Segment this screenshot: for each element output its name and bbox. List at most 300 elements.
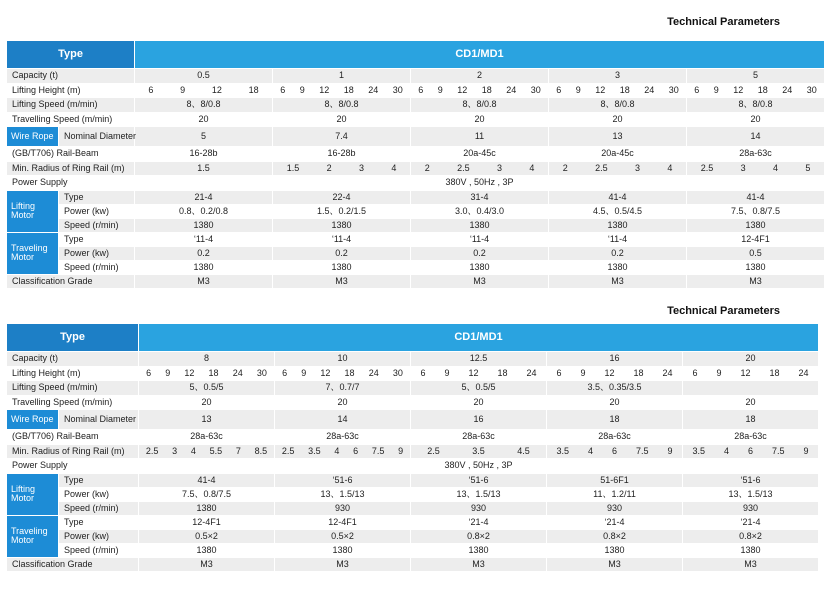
value-cell: 21-4: [135, 190, 273, 204]
value-item: 2: [424, 162, 430, 173]
value-item: 30: [392, 367, 403, 378]
value-cell: [135, 161, 273, 176]
value-item: 9: [803, 445, 809, 456]
value-cell: [683, 366, 819, 381]
motor-row: [7, 473, 819, 487]
value-cell: 1380: [411, 260, 549, 274]
value-item: 6: [556, 367, 562, 378]
value-cell: [411, 444, 547, 459]
value-cell: 14: [275, 410, 411, 430]
value-item: 18: [633, 367, 644, 378]
value-cell: [135, 83, 273, 98]
motor-row: [7, 543, 819, 557]
value-item: 9: [667, 445, 673, 456]
value-item: 18: [344, 367, 355, 378]
value-group: [135, 86, 272, 95]
value-item: 9: [301, 367, 307, 378]
value-cell: 16-28b: [135, 147, 273, 162]
value-item: 12: [733, 84, 744, 95]
value-cell: 7.5、0.8/7.5: [139, 487, 275, 501]
ring-radius-row: [7, 161, 825, 176]
table1-title: Technical Parameters: [667, 16, 780, 28]
value-item: 24: [798, 367, 809, 378]
value-item: 7.5: [371, 445, 385, 456]
value-cell: [687, 83, 825, 98]
value-cell: 1380: [139, 543, 275, 557]
value-cell: 1: [273, 69, 411, 84]
row-label: Type: [59, 515, 139, 529]
spec-row: [7, 274, 825, 289]
spec-row: [7, 147, 825, 162]
value-item: 30: [530, 84, 541, 95]
spec-row: [7, 557, 819, 572]
value-group: [687, 86, 824, 95]
row-label: Speed (r/min): [59, 543, 139, 557]
value-cell: 20: [683, 395, 819, 410]
row-label: Power (kw): [59, 246, 135, 260]
row-label: Speed (r/min): [59, 260, 135, 274]
value-item: 3: [740, 162, 746, 173]
value-item: 24: [232, 367, 243, 378]
value-cell: 1380: [411, 543, 547, 557]
value-item: 24: [506, 84, 517, 95]
value-cell: 930: [275, 501, 411, 515]
value-cell: M3: [135, 274, 273, 289]
type-header: Type: [7, 41, 135, 69]
value-cell: 8、8/0.8: [273, 98, 411, 113]
motor-row: [7, 260, 825, 274]
value-cell: 8、8/0.8: [411, 98, 549, 113]
value-item: 1.5: [286, 162, 300, 173]
value-item: 18: [208, 367, 219, 378]
row-label: Speed (r/min): [59, 501, 139, 515]
value-cell: 13、1.5/13: [411, 487, 547, 501]
value-item: 9: [716, 367, 722, 378]
value-cell: 20a-45c: [411, 147, 549, 162]
value-cell: 16-28b: [273, 147, 411, 162]
wire-rope-row: [7, 127, 825, 147]
value-cell: 20: [683, 352, 819, 367]
value-cell: 51-6F1: [547, 473, 683, 487]
value-item: 9: [398, 445, 404, 456]
value-cell: 28a-63c: [683, 430, 819, 445]
value-item: 24: [644, 84, 655, 95]
value-cell: 1380: [547, 543, 683, 557]
value-cell: ‘51-6: [275, 473, 411, 487]
value-cell: M3: [411, 274, 549, 289]
value-item: 3.5: [472, 445, 485, 456]
value-cell: 0.8×2: [683, 529, 819, 543]
value-item: 8.5: [254, 445, 268, 456]
value-cell: 20: [135, 112, 273, 127]
value-cell: 12-4F1: [275, 515, 411, 529]
value-cell: 5: [135, 127, 273, 147]
value-cell: 1380: [135, 260, 273, 274]
row-label: Nominal Diameter: [59, 410, 139, 430]
value-cell: 5、0.5/5: [411, 381, 547, 396]
value-item: 12: [320, 367, 331, 378]
value-cell: 7.4: [273, 127, 411, 147]
value-item: 12: [457, 84, 468, 95]
value-group: [275, 369, 410, 378]
value-group: [549, 86, 686, 95]
value-cell: 13: [549, 127, 687, 147]
row-label: Lifting Height (m): [7, 83, 135, 98]
value-item: 5: [805, 162, 811, 173]
value-cell: 18: [547, 410, 683, 430]
motor-row: [7, 190, 825, 204]
value-item: 6: [353, 445, 359, 456]
value-cell: 41-4: [549, 190, 687, 204]
value-cell: [139, 444, 275, 459]
value-group: [547, 447, 682, 456]
value-cell: [273, 83, 411, 98]
value-item: 30: [668, 84, 679, 95]
value-cell: 4.5、0.5/4.5: [549, 204, 687, 218]
value-cell: 14: [687, 127, 825, 147]
lifting-height-row: [7, 83, 825, 98]
value-item: 2: [326, 162, 332, 173]
value-cell: 3.0、0.4/3.0: [411, 204, 549, 218]
value-item: 9: [580, 367, 586, 378]
value-item: 6: [694, 84, 700, 95]
value-item: 5.5: [209, 445, 223, 456]
motor-row: [7, 529, 819, 543]
value-item: 3.5: [692, 445, 706, 456]
value-item: 9: [444, 367, 450, 378]
value-cell: 0.8×2: [547, 529, 683, 543]
value-group: [275, 447, 410, 456]
value-cell: 1380: [687, 260, 825, 274]
value-cell: 3: [549, 69, 687, 84]
row-label: Min. Radius of Ring Rail (m): [7, 161, 135, 176]
value-group: [683, 447, 818, 456]
table2-title: Technical Parameters: [667, 305, 780, 317]
wire-rope-group: Wire Rope: [7, 410, 59, 430]
row-label: Capacity (t): [7, 69, 135, 84]
value-cell: ‘11-4: [135, 232, 273, 246]
value-item: 3: [358, 162, 364, 173]
span-value: 380V , 50Hz , 3P: [135, 176, 825, 191]
value-item: 4.5: [517, 445, 530, 456]
value-item: 3.5: [556, 445, 570, 456]
value-cell: 11: [411, 127, 549, 147]
value-group: [683, 369, 818, 378]
value-cell: 20a-45c: [549, 147, 687, 162]
value-item: 1.5: [197, 162, 210, 173]
value-cell: M3: [411, 557, 547, 572]
value-item: 24: [662, 367, 673, 378]
value-item: 6: [148, 84, 154, 95]
value-cell: M3: [273, 274, 411, 289]
value-item: 2.5: [457, 162, 470, 173]
value-cell: ‘21-4: [683, 515, 819, 529]
value-cell: M3: [547, 557, 683, 572]
value-group: [411, 86, 548, 95]
table2: [6, 323, 819, 572]
value-item: 3: [496, 162, 502, 173]
value-cell: M3: [139, 557, 275, 572]
value-cell: 930: [411, 501, 547, 515]
value-item: 30: [256, 367, 267, 378]
value-item: 7.5: [772, 445, 785, 456]
value-item: 24: [368, 367, 379, 378]
row-label: (GB/T706) Rail-Beam: [7, 430, 139, 445]
value-cell: [275, 444, 411, 459]
value-cell: 7.5、0.8/7.5: [687, 204, 825, 218]
value-item: 4: [334, 445, 340, 456]
model-header: CD1/MD1: [135, 41, 825, 69]
value-item: 2.5: [427, 445, 440, 456]
value-cell: 0.2: [273, 246, 411, 260]
value-cell: 16: [547, 352, 683, 367]
value-item: 9: [299, 84, 305, 95]
value-cell: 0.5×2: [275, 529, 411, 543]
value-item: 30: [806, 84, 817, 95]
value-cell: 20: [547, 395, 683, 410]
value-group: [547, 369, 682, 378]
value-item: 24: [368, 84, 379, 95]
row-label: Lifting Speed (m/min): [7, 98, 135, 113]
value-cell: 1380: [139, 501, 275, 515]
row-label: Lifting Height (m): [7, 366, 139, 381]
row-label: Power Supply: [7, 176, 135, 191]
value-item: 4: [588, 445, 594, 456]
value-cell: 930: [547, 501, 683, 515]
value-cell: 28a-63c: [687, 147, 825, 162]
value-cell: 13、1.5/13: [683, 487, 819, 501]
value-cell: 0.2: [411, 246, 549, 260]
value-item: 6: [556, 84, 562, 95]
value-group: [135, 164, 272, 173]
value-cell: 1380: [549, 260, 687, 274]
value-cell: 28a-63c: [139, 430, 275, 445]
type-header: Type: [7, 324, 139, 352]
row-label: Travelling Speed (m/min): [7, 112, 135, 127]
motor-row: [7, 501, 819, 515]
value-cell: 22-4: [273, 190, 411, 204]
value-cell: 12-4F1: [139, 515, 275, 529]
traveling-motor-group: Traveling Motor: [7, 232, 59, 274]
value-cell: 16: [411, 410, 547, 430]
value-cell: 3.5、0.35/3.5: [547, 381, 683, 396]
value-cell: 8、8/0.8: [135, 98, 273, 113]
value-item: 12: [595, 84, 606, 95]
value-cell: 1380: [273, 260, 411, 274]
value-item: 6: [420, 367, 426, 378]
lifting-height-row: [7, 366, 819, 381]
value-item: 24: [782, 84, 793, 95]
value-item: 24: [526, 367, 537, 378]
value-group: [139, 447, 274, 456]
row-label: Power (kw): [59, 529, 139, 543]
value-item: 9: [165, 367, 171, 378]
value-cell: [687, 161, 825, 176]
motor-row: [7, 232, 825, 246]
value-cell: 12-4F1: [687, 232, 825, 246]
value-item: 7.5: [636, 445, 649, 456]
value-item: 12: [184, 367, 195, 378]
value-cell: 11、1.2/11: [547, 487, 683, 501]
spec-row: [7, 98, 825, 113]
spec-row: [7, 459, 819, 474]
value-cell: 7、0.7/7: [275, 381, 411, 396]
value-cell: 20: [687, 112, 825, 127]
value-item: 9: [713, 84, 719, 95]
value-cell: 1380: [135, 218, 273, 232]
value-cell: ‘51-6: [411, 473, 547, 487]
value-cell: 28a-63c: [547, 430, 683, 445]
traveling-motor-group: Traveling Motor: [7, 515, 59, 557]
value-item: 12: [468, 367, 479, 378]
value-group: [411, 369, 546, 378]
value-cell: 28a-63c: [411, 430, 547, 445]
row-label: Type: [59, 473, 139, 487]
motor-row: [7, 218, 825, 232]
spec-row: [7, 176, 825, 191]
value-cell: M3: [549, 274, 687, 289]
value-item: 2.5: [595, 162, 608, 173]
value-cell: 930: [683, 501, 819, 515]
value-group: [273, 86, 410, 95]
value-cell: 41-4: [139, 473, 275, 487]
value-cell: [411, 366, 547, 381]
lifting-motor-group: Lifting Motor: [7, 473, 59, 515]
value-cell: 0.5×2: [139, 529, 275, 543]
row-label: Min. Radius of Ring Rail (m): [7, 444, 139, 459]
value-item: 2.5: [281, 445, 295, 456]
value-cell: 41-4: [687, 190, 825, 204]
value-cell: 1380: [687, 218, 825, 232]
value-cell: [549, 83, 687, 98]
value-cell: 0.5: [135, 69, 273, 84]
value-cell: 1380: [683, 543, 819, 557]
value-item: 18: [497, 367, 508, 378]
value-cell: 8、8/0.8: [687, 98, 825, 113]
value-group: [139, 369, 274, 378]
value-cell: [275, 366, 411, 381]
value-item: 12: [740, 367, 751, 378]
spec-row: [7, 381, 819, 396]
span-value: 380V , 50Hz , 3P: [139, 459, 819, 474]
wire-rope-row: [7, 410, 819, 430]
value-item: 2.5: [700, 162, 714, 173]
value-item: 9: [437, 84, 443, 95]
value-cell: [547, 366, 683, 381]
value-cell: ‘11-4: [411, 232, 549, 246]
value-cell: ‘11-4: [549, 232, 687, 246]
value-cell: 12.5: [411, 352, 547, 367]
value-cell: 0.8×2: [411, 529, 547, 543]
value-item: 4: [391, 162, 397, 173]
value-item: 6: [612, 445, 618, 456]
motor-row: [7, 487, 819, 501]
row-label: (GB/T706) Rail-Beam: [7, 147, 135, 162]
value-group: [273, 164, 410, 173]
value-cell: 0.8、0.2/0.8: [135, 204, 273, 218]
row-label: Travelling Speed (m/min): [7, 395, 139, 410]
value-item: 3.5: [308, 445, 321, 456]
value-cell: 20: [411, 395, 547, 410]
row-label: Classification Grade: [7, 274, 135, 289]
value-item: 12: [604, 367, 615, 378]
value-item: 30: [392, 84, 403, 95]
value-cell: M3: [687, 274, 825, 289]
value-item: 3: [172, 445, 178, 456]
value-cell: 0.2: [549, 246, 687, 260]
spec-row: [7, 112, 825, 127]
value-cell: 18: [683, 410, 819, 430]
wire-rope-group: Wire Rope: [7, 127, 59, 147]
value-cell: 20: [139, 395, 275, 410]
value-cell: ‘11-4: [273, 232, 411, 246]
value-cell: [547, 444, 683, 459]
value-cell: 31-4: [411, 190, 549, 204]
value-cell: 5、0.5/5: [139, 381, 275, 396]
value-item: 6: [280, 84, 286, 95]
row-label: Type: [59, 232, 135, 246]
row-label: Power (kw): [59, 204, 135, 218]
table1: [6, 40, 825, 289]
value-item: 3: [634, 162, 640, 173]
value-item: 18: [248, 84, 259, 95]
row-label: Power (kw): [59, 487, 139, 501]
value-cell: 0.5: [687, 246, 825, 260]
value-item: 18: [481, 84, 492, 95]
value-cell: 8、8/0.8: [549, 98, 687, 113]
value-group: [549, 164, 686, 173]
value-item: 4: [190, 445, 196, 456]
value-cell: [139, 366, 275, 381]
model-header: CD1/MD1: [139, 324, 819, 352]
value-cell: [683, 381, 819, 396]
row-label: Capacity (t): [7, 352, 139, 367]
value-cell: 5: [687, 69, 825, 84]
value-cell: [411, 83, 549, 98]
value-cell: 10: [275, 352, 411, 367]
header-row: [7, 324, 819, 352]
value-group: [411, 164, 548, 173]
value-item: 6: [418, 84, 424, 95]
value-cell: 2: [411, 69, 549, 84]
value-cell: 20: [411, 112, 549, 127]
spec-row: [7, 430, 819, 445]
value-cell: [683, 444, 819, 459]
value-cell: 20: [273, 112, 411, 127]
row-label: Power Supply: [7, 459, 139, 474]
value-item: 2.5: [145, 445, 159, 456]
value-cell: [273, 161, 411, 176]
value-item: 4: [529, 162, 535, 173]
value-item: 6: [748, 445, 754, 456]
motor-row: [7, 515, 819, 529]
value-item: 4: [724, 445, 730, 456]
motor-row: [7, 204, 825, 218]
row-label: Lifting Speed (m/min): [7, 381, 139, 396]
value-cell: 13: [139, 410, 275, 430]
spec-row: [7, 352, 819, 367]
value-cell: 13、1.5/13: [275, 487, 411, 501]
value-item: 18: [619, 84, 630, 95]
value-item: 18: [343, 84, 354, 95]
value-group: [411, 447, 546, 456]
value-cell: [549, 161, 687, 176]
value-item: 6: [146, 367, 152, 378]
value-item: 12: [319, 84, 330, 95]
value-item: 2: [562, 162, 568, 173]
row-label: Type: [59, 190, 135, 204]
spec-row: [7, 69, 825, 84]
